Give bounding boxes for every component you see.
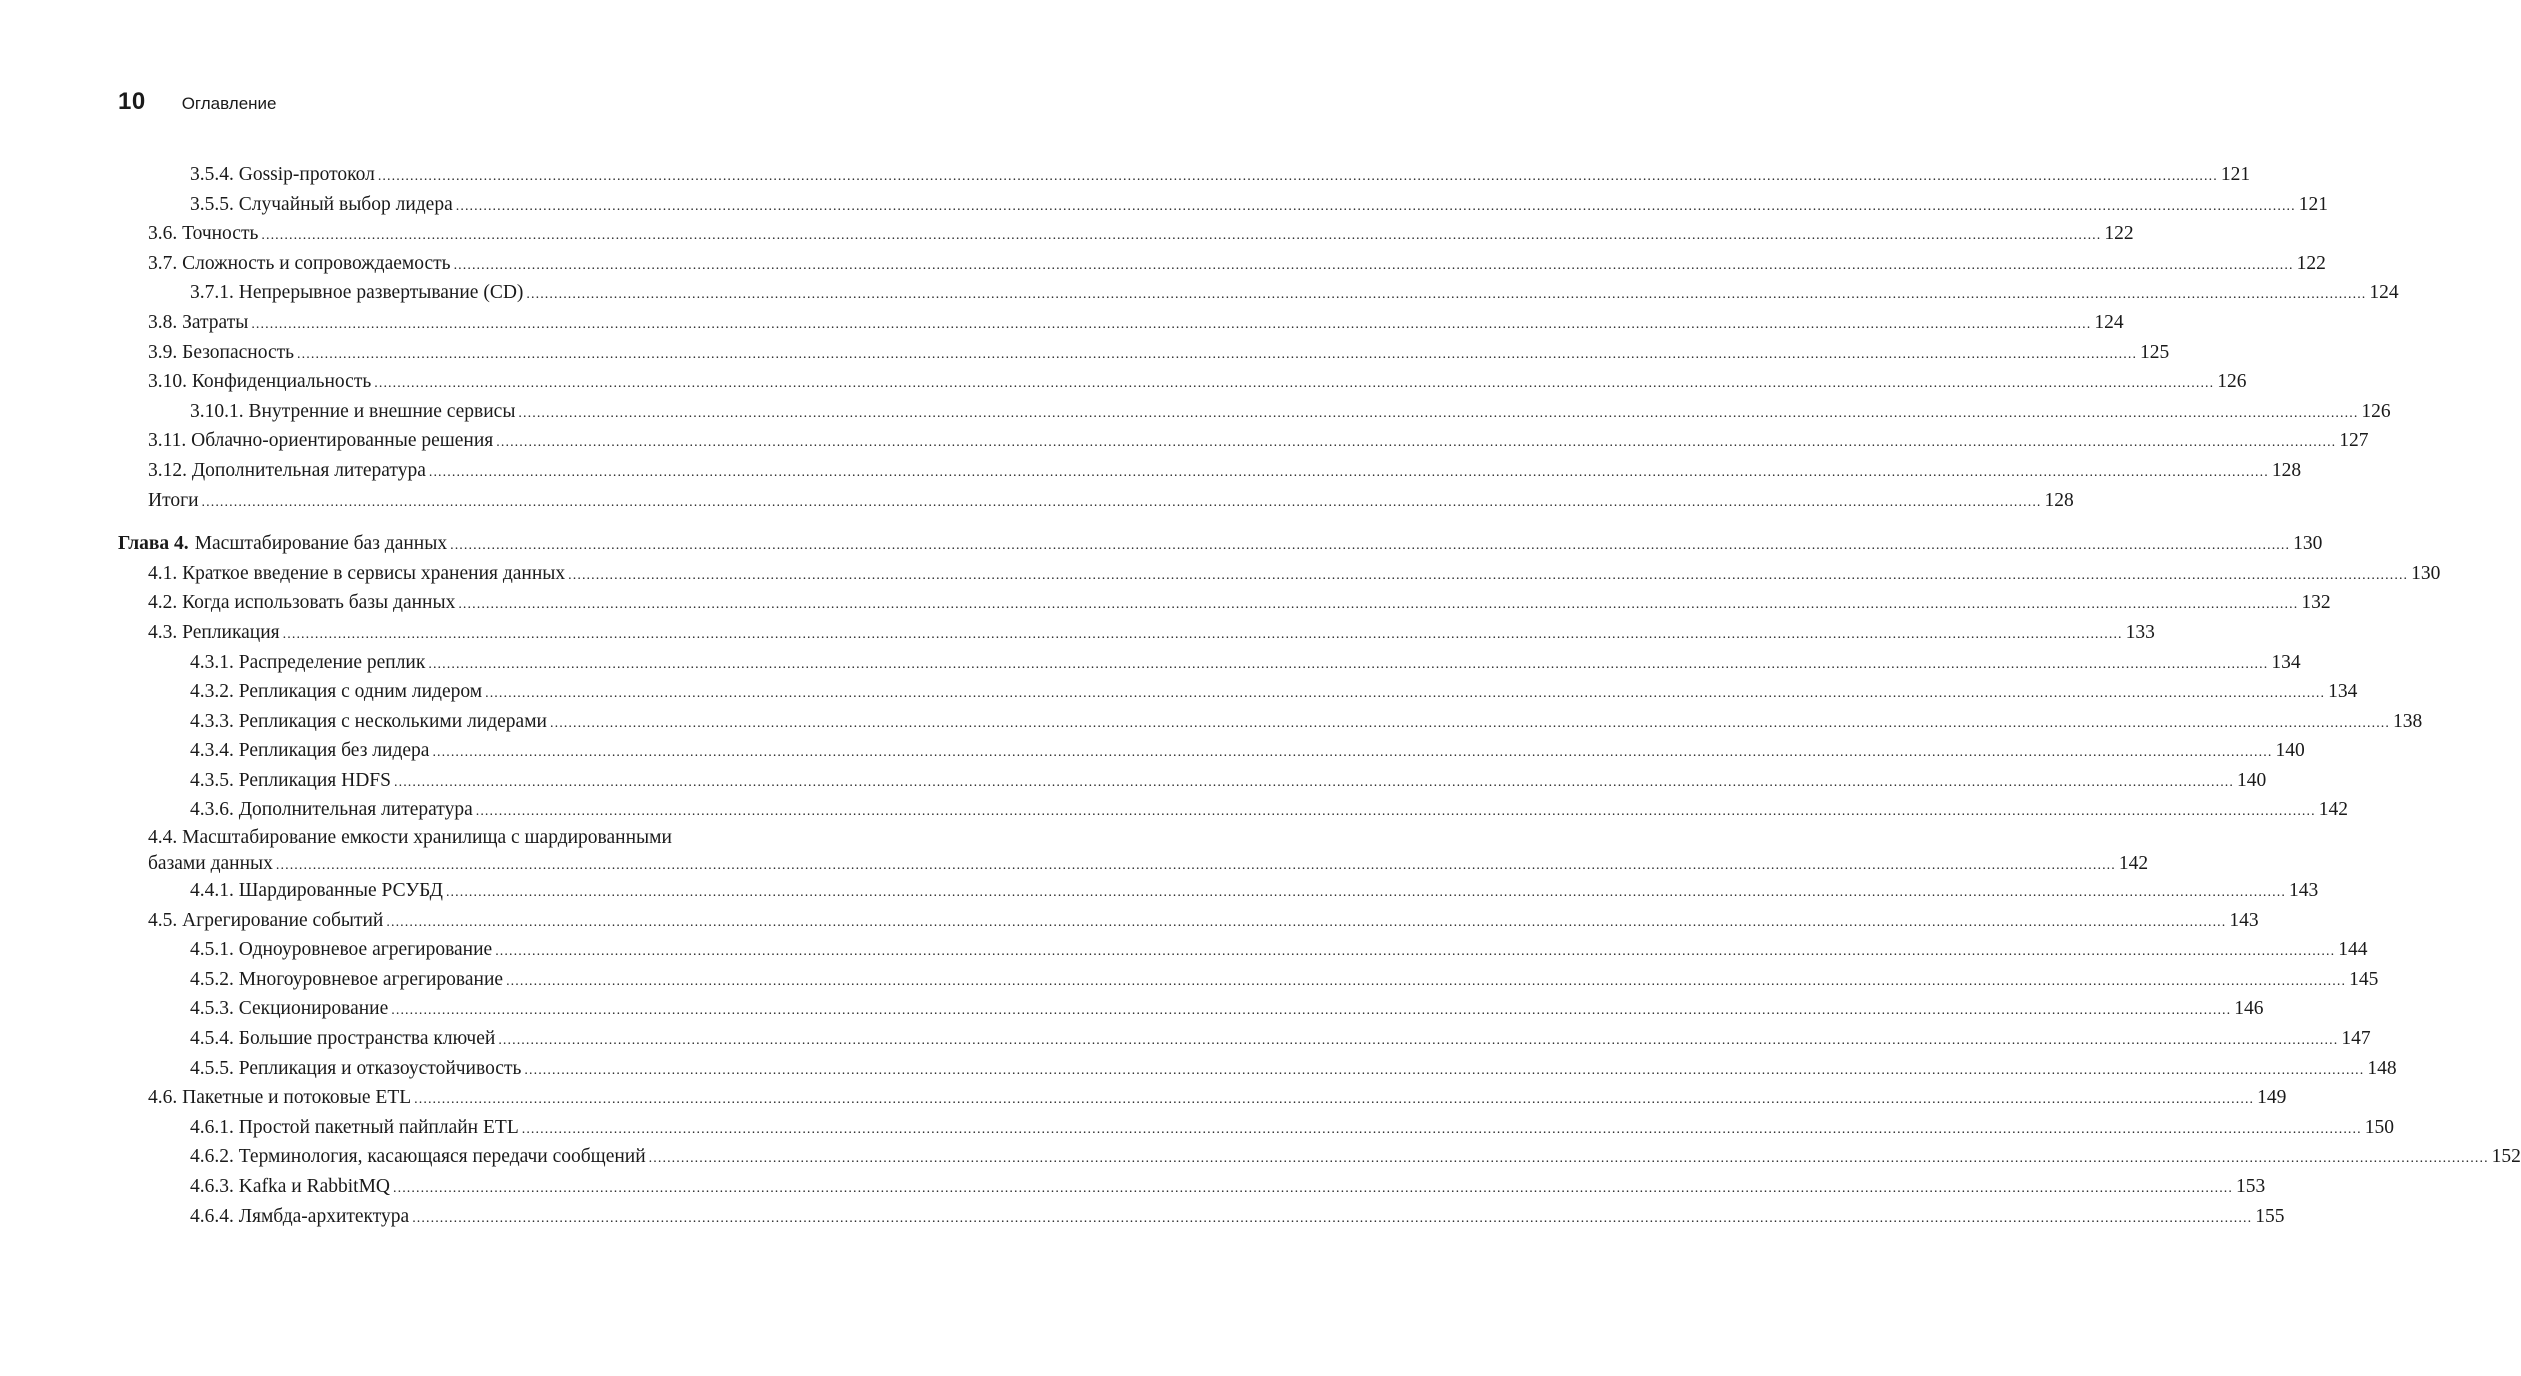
toc-entry-label: Итоги: [148, 489, 199, 511]
toc-entry-label: 4.6.1. Простой пакетный пайплайн ETL: [190, 1116, 519, 1138]
toc-page-number: 146: [2234, 998, 2264, 1020]
toc-page-number: 130: [2411, 562, 2441, 584]
toc-entry: [118, 1142, 2521, 1172]
toc-entry-label: 4.5.2. Многоуровневое агрегирование: [190, 968, 504, 990]
toc-page-number: 128: [2271, 459, 2302, 481]
dot-leader: ................................................................................................................................................................................................................................................................................................................................................................................................................: [453, 257, 2294, 273]
toc-entry-label: 4.6. Пакетные и потоковые ETL: [148, 1087, 412, 1109]
toc-page-number: 134: [2328, 681, 2358, 703]
dot-leader: ................................................................................................................................................................................................................................................................................................................................................................................................................: [455, 198, 2296, 214]
toc-entry-label: 4.4. Масштабирование емкости хранилища с шардированными: [148, 827, 672, 849]
toc-entry-label: 4.4.1. Шардированные РСУБД: [190, 880, 443, 902]
toc-page-number: 148: [2367, 1057, 2397, 1079]
dot-leader: ................................................................................................................................................................................................................................................................................................................................................................................................................: [374, 376, 2215, 392]
dot-leader: ................................................................................................................................................................................................................................................................................................................................................................................................................: [496, 435, 2337, 451]
toc-page-number: 128: [2044, 489, 2074, 511]
toc-entry-label: 4.1. Краткое введение в сервисы хранения данных: [148, 562, 566, 584]
toc-page-number: 127: [2339, 430, 2369, 452]
dot-leader: ................................................................................................................................................................................................................................................................................................................................................................................................................: [526, 287, 2367, 303]
dot-leader: ................................................................................................................................................................................................................................................................................................................................................................................................................: [261, 228, 2102, 244]
toc-page-number: 132: [2301, 592, 2331, 614]
toc-page-number: 133: [2125, 621, 2155, 643]
toc-page-number: 125: [2140, 341, 2170, 363]
toc-page-number: 140: [2237, 769, 2267, 791]
page-header: [118, 88, 276, 116]
toc-page-number: 142: [2318, 799, 2348, 821]
toc-entry-label: 3.7.1. Непрерывное развертывание (CD): [190, 282, 524, 304]
toc-entry: [118, 876, 2319, 906]
dot-leader: ................................................................................................................................................................................................................................................................................................................................................................................................................: [297, 346, 2138, 362]
dot-leader: ................................................................................................................................................................................................................................................................................................................................................................................................................: [518, 405, 2359, 421]
toc-entry: [118, 249, 2326, 279]
toc-entry-label: 4.2. Когда использовать базы данных: [148, 592, 456, 614]
toc-entry-label: 4.3.1. Распределение реплик: [190, 651, 426, 673]
dot-leader: ................................................................................................................................................................................................................................................................................................................................................................................................................: [524, 1062, 2365, 1078]
toc-entry-label: [118, 529, 447, 559]
toc-page-number: 121: [2220, 164, 2251, 185]
toc-entry-label: 3.10. Конфиденциальность: [148, 371, 372, 393]
chapter-title: Масштабирование баз данных: [194, 533, 448, 555]
toc-entry-label: 4.6.2. Терминология, касающаяся передачи сообщений: [190, 1146, 646, 1168]
toc-entry-label: 3.9. Безопасность: [148, 341, 295, 363]
toc-entry: [118, 825, 2149, 876]
toc-entry-label-continuation: базами данных: [148, 853, 273, 875]
toc-entry: [118, 219, 2134, 249]
toc-entry: [118, 935, 2368, 965]
toc-page-number: 122: [2104, 223, 2134, 245]
toc-entry: [118, 1054, 2397, 1084]
toc-page-number: 152: [2491, 1146, 2521, 1168]
dot-leader: ................................................................................................................................................................................................................................................................................................................................................................................................................: [282, 626, 2123, 642]
toc-page-number: 138: [2393, 710, 2423, 732]
toc-page-number: 143: [2229, 909, 2259, 931]
toc-entry: [118, 766, 2267, 796]
toc-entry: [118, 190, 2328, 220]
toc-page-number: 126: [2361, 400, 2391, 422]
toc-page-number: 121: [2298, 193, 2328, 215]
table-of-contents: [118, 160, 2521, 1231]
toc-entry: [118, 426, 2369, 456]
toc-entry: [118, 278, 2399, 308]
toc-page-number: 153: [2236, 1176, 2266, 1197]
toc-entry: [118, 618, 2155, 648]
toc-entry: [118, 397, 2391, 427]
toc-entry: [118, 1172, 2266, 1202]
toc-entry-label: 4.5.4. Большие пространства ключей: [190, 1028, 496, 1050]
toc-entry-label: 4.3.4. Репликация без лидера: [190, 740, 430, 762]
dot-leader: ................................................................................................................................................................................................................................................................................................................................................................................................................: [568, 567, 2409, 583]
toc-entry: [118, 707, 2423, 737]
toc-entry-label: 3.5.5. Случайный выбор лидера: [190, 193, 453, 215]
toc-entry-label: 3.11. Облачно-ориентированные решения: [148, 430, 494, 452]
toc-entry-label: 3.10.1. Внутренние и внешние сервисы: [190, 400, 516, 422]
toc-entry: [118, 1083, 2287, 1113]
dot-leader: ................................................................................................................................................................................................................................................................................................................................................................................................................: [275, 858, 2116, 874]
dot-leader: ................................................................................................................................................................................................................................................................................................................................................................................................................: [506, 973, 2347, 989]
dot-leader: ................................................................................................................................................................................................................................................................................................................................................................................................................: [393, 1181, 2233, 1196]
toc-page-number: 124: [2369, 282, 2399, 304]
toc-entry: [118, 160, 2251, 190]
toc-entry-label: 3.6. Точность: [148, 223, 259, 245]
toc-entry: [118, 559, 2441, 589]
dot-leader: ................................................................................................................................................................................................................................................................................................................................................................................................................: [485, 686, 2326, 702]
toc-entry: [118, 994, 2264, 1024]
dot-leader: ................................................................................................................................................................................................................................................................................................................................................................................................................: [391, 1003, 2232, 1019]
toc-entry-label: 4.3.6. Дополнительная литература: [190, 799, 473, 821]
toc-page-number: 147: [2341, 1028, 2371, 1050]
dot-leader: ................................................................................................................................................................................................................................................................................................................................................................................................................: [432, 745, 2273, 761]
dot-leader: ................................................................................................................................................................................................................................................................................................................................................................................................................: [386, 914, 2227, 930]
dot-leader: ................................................................................................................................................................................................................................................................................................................................................................................................................: [550, 715, 2390, 731]
toc-entry: [118, 1024, 2371, 1054]
toc-entry: [118, 906, 2259, 936]
toc-entry-label: 4.6.3. Kafka и RabbitMQ: [190, 1176, 390, 1197]
dot-leader: ................................................................................................................................................................................................................................................................................................................................................................................................................: [251, 316, 2092, 332]
toc-entry: [118, 367, 2247, 397]
toc-page-number: 155: [2255, 1205, 2285, 1227]
dot-leader: ................................................................................................................................................................................................................................................................................................................................................................................................................: [450, 538, 2291, 554]
running-title: Оглавление: [181, 94, 277, 113]
dot-leader: ................................................................................................................................................................................................................................................................................................................................................................................................................: [445, 885, 2286, 901]
dot-leader: ................................................................................................................................................................................................................................................................................................................................................................................................................: [201, 494, 2042, 510]
toc-entry-label: 4.5.5. Репликация и отказоустойчивость: [190, 1057, 522, 1079]
toc-page-number: 142: [2118, 853, 2149, 875]
toc-page-number: 130: [2293, 533, 2323, 555]
chapter-number: Глава 4.: [118, 533, 189, 555]
toc-entry: [118, 677, 2358, 707]
toc-entry-label: 4.3.2. Репликация с одним лидером: [190, 681, 483, 703]
toc-entry: [118, 795, 2348, 825]
toc-entry: [118, 308, 2124, 338]
toc-page-number: 124: [2094, 311, 2124, 333]
toc-entry-label: 4.3. Репликация: [148, 621, 280, 643]
toc-page-number: 145: [2349, 968, 2379, 990]
dot-leader: ................................................................................................................................................................................................................................................................................................................................................................................................................: [377, 169, 2218, 184]
dot-leader: ................................................................................................................................................................................................................................................................................................................................................................................................................: [428, 656, 2269, 672]
toc-page-number: 149: [2257, 1087, 2287, 1109]
toc-page-number: 126: [2217, 371, 2247, 393]
toc-entry: [118, 588, 2331, 618]
toc-page-number: 150: [2364, 1116, 2394, 1138]
toc-page-number: 134: [2271, 651, 2301, 673]
toc-entry-label: 3.8. Затраты: [148, 311, 249, 333]
toc-entry-label: 4.6.4. Лямбда-архитектура: [190, 1205, 410, 1227]
toc-entry: [118, 1113, 2394, 1143]
dot-leader: ................................................................................................................................................................................................................................................................................................................................................................................................................: [412, 1210, 2253, 1226]
toc-page-number: 122: [2296, 252, 2326, 274]
toc-page-number: 140: [2275, 740, 2305, 762]
toc-page-number: 144: [2338, 939, 2368, 961]
dot-leader: ................................................................................................................................................................................................................................................................................................................................................................................................................: [414, 1092, 2255, 1108]
page-number: 10: [118, 88, 146, 115]
dot-leader: ................................................................................................................................................................................................................................................................................................................................................................................................................: [475, 804, 2316, 820]
toc-entry-label: 3.7. Сложность и сопровождаемость: [148, 252, 451, 274]
toc-entry-label: 3.5.4. Gossip-протокол: [190, 164, 375, 185]
dot-leader: ................................................................................................................................................................................................................................................................................................................................................................................................................: [648, 1151, 2489, 1167]
toc-entry: [118, 456, 2302, 486]
toc-entry-label: 4.5. Агрегирование событий: [148, 909, 384, 931]
dot-leader: ................................................................................................................................................................................................................................................................................................................................................................................................................: [498, 1033, 2339, 1049]
dot-leader: ................................................................................................................................................................................................................................................................................................................................................................................................................: [394, 774, 2234, 790]
dot-leader: ................................................................................................................................................................................................................................................................................................................................................................................................................: [458, 597, 2299, 613]
dot-leader: ................................................................................................................................................................................................................................................................................................................................................................................................................: [428, 464, 2269, 480]
toc-page-number: 143: [2288, 880, 2319, 902]
toc-entry-label: 4.5.1. Одноуровневое агрегирование: [190, 939, 493, 961]
toc-entry-label: 4.5.3. Секционирование: [190, 998, 389, 1020]
toc-entry: [118, 736, 2305, 766]
toc-entry-label: 4.3.3. Репликация с несколькими лидерами: [190, 710, 547, 732]
toc-entry: [118, 1202, 2285, 1232]
toc-entry: [118, 486, 2074, 516]
toc-entry: [118, 338, 2170, 368]
toc-chapter-entry: [118, 529, 2323, 559]
toc-entry-label: 3.12. Дополнительная литература: [148, 459, 426, 481]
toc-entry: [118, 648, 2301, 678]
toc-entry-label: 4.3.5. Репликация HDFS: [190, 769, 391, 791]
dot-leader: ................................................................................................................................................................................................................................................................................................................................................................................................................: [521, 1121, 2362, 1137]
toc-entry: [118, 965, 2379, 995]
dot-leader: ................................................................................................................................................................................................................................................................................................................................................................................................................: [495, 944, 2336, 960]
